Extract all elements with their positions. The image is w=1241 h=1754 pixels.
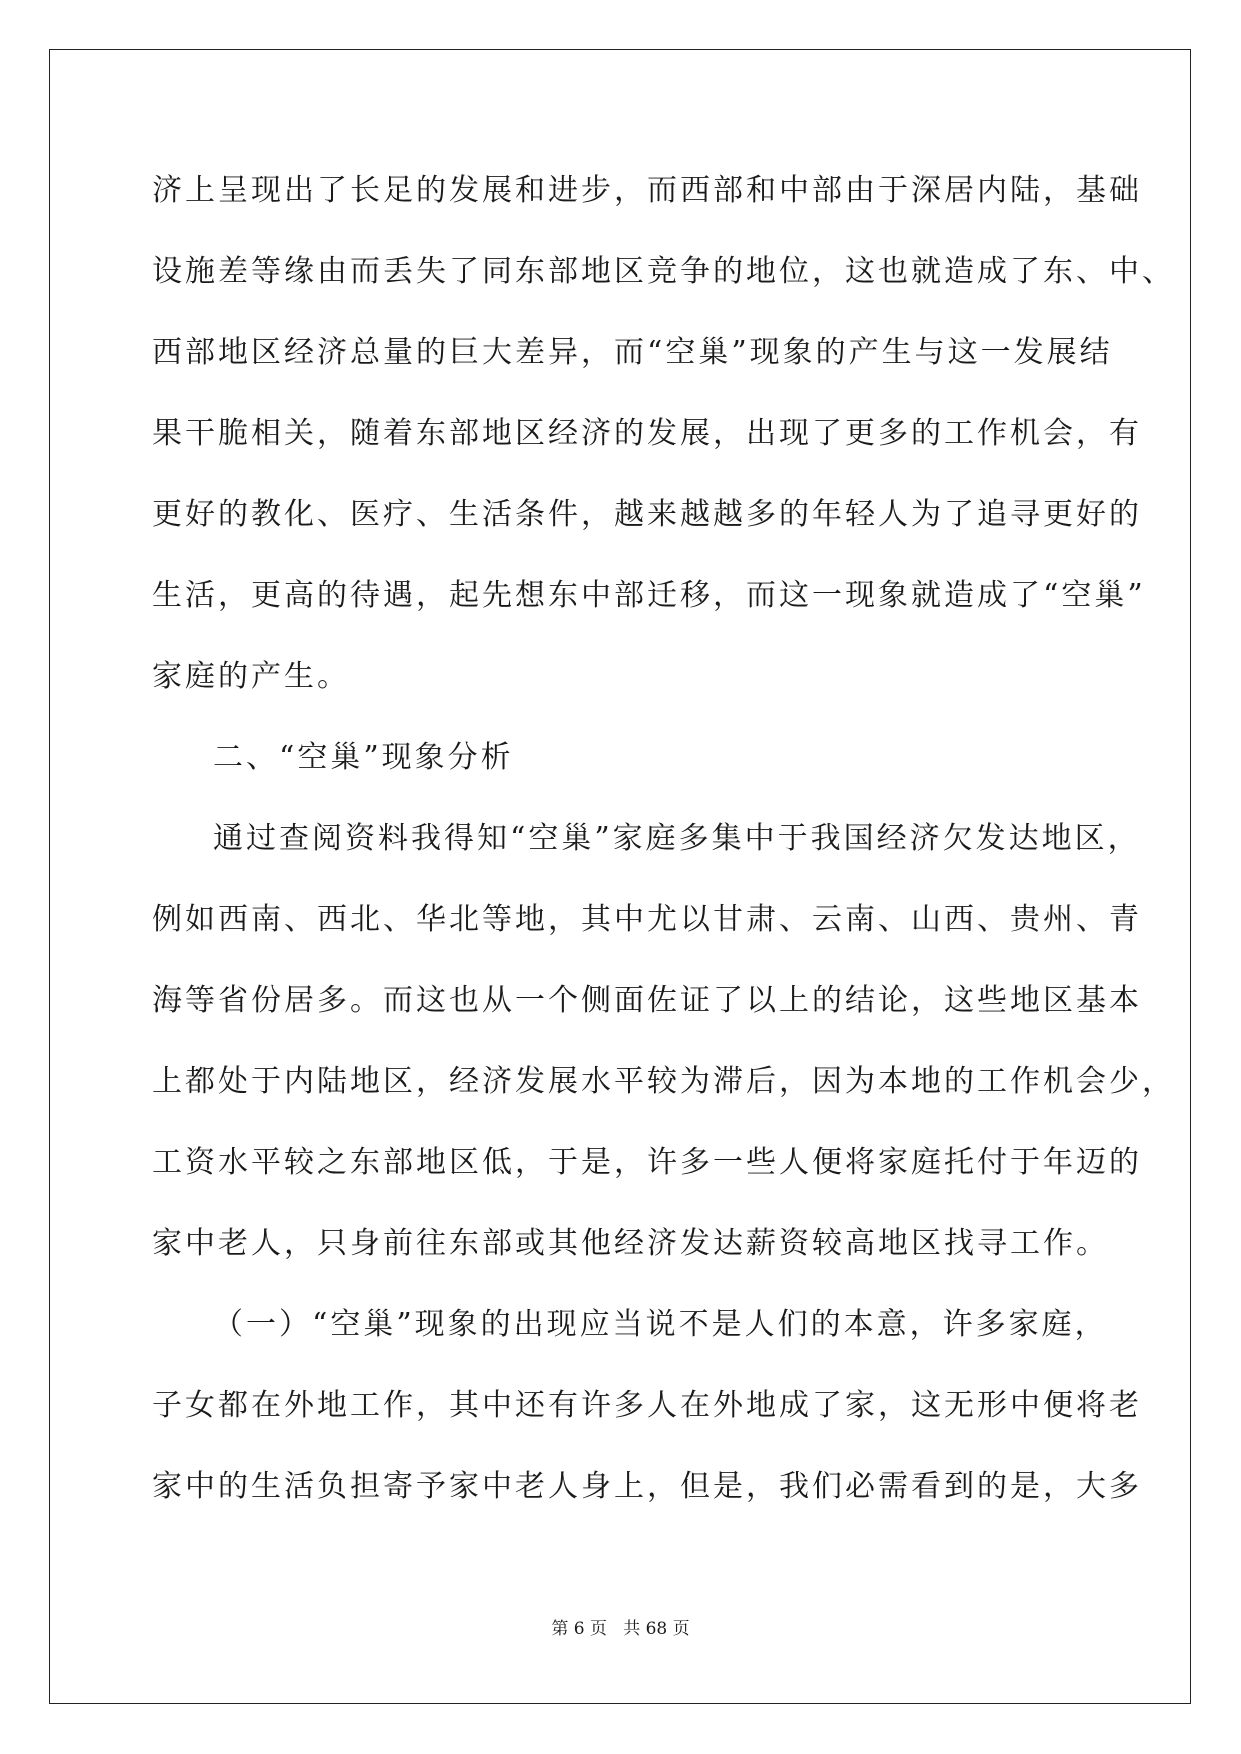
text-line: 西部地区经济总量的巨大差异，而“空巢”现象的产生与这一发展结: [152, 335, 1113, 370]
text-line: 设施差等缘由而丢失了同东部地区竞争的地位，这也就造成了东、中、: [152, 254, 1175, 289]
text-line: 生活，更高的待遇，起先想东中部迁移，而这一现象就造成了“空巢”: [152, 578, 1146, 613]
document-body: [152, 161, 1175, 1538]
text-line: 通过查阅资料我得知“空巢”家庭多集中于我国经济欠发达地区，: [213, 821, 1141, 856]
page-number-footer: 第 6 页 共 68 页: [551, 1619, 690, 1639]
section-heading: 二、“空巢”现象分析: [213, 740, 514, 775]
text-line: 家庭的产生。: [152, 659, 350, 694]
text-line: （一）“空巢”现象的出现应当说不是人们的本意，许多家庭，: [213, 1307, 1108, 1342]
text-line: 家中的生活负担寄予家中老人身上，但是，我们必需看到的是，大多: [152, 1469, 1142, 1504]
text-line: 果干脆相关，随着东部地区经济的发展，出现了更多的工作机会，有: [152, 416, 1142, 451]
text-line: 上都处于内陆地区，经济发展水平较为滞后，因为本地的工作机会少，: [152, 1064, 1175, 1099]
text-line: 例如西南、西北、华北等地，其中尤以甘肃、云南、山西、贵州、青: [152, 902, 1142, 937]
text-line: 济上呈现出了长足的发展和进步，而西部和中部由于深居内陆，基础: [152, 173, 1142, 208]
text-line: 家中老人，只身前往东部或其他经济发达薪资较高地区找寻工作。: [152, 1226, 1109, 1261]
text-line: 子女都在外地工作，其中还有许多人在外地成了家，这无形中便将老: [152, 1388, 1142, 1423]
text-line: 工资水平较之东部地区低，于是，许多一些人便将家庭托付于年迈的: [152, 1145, 1142, 1180]
text-line: 更好的教化、医疗、生活条件，越来越越多的年轻人为了追寻更好的: [152, 497, 1142, 532]
text-line: 海等省份居多。而这也从一个侧面佐证了以上的结论，这些地区基本: [152, 983, 1142, 1018]
